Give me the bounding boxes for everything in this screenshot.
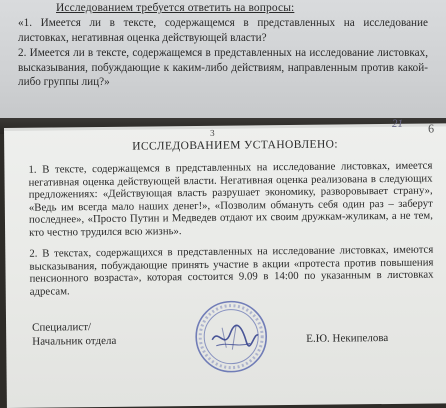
signatory-title-1: Специалист/	[32, 321, 92, 334]
findings-heading: ИССЛЕДОВАНИЕМ УСТАНОВЛЕНО:	[132, 138, 339, 153]
previous-page	[0, 0, 446, 122]
questions-heading: Исследованием требуется ответить на вопросы:	[56, 2, 295, 14]
page-number: 3	[210, 127, 215, 138]
handwritten-page-number: 6	[427, 121, 435, 136]
question-2: 2. Имеется ли в тексте, содержащемся в представленных на исследование листовках, высказывания, побуждающие к каким-либо действиям, направленным против какой-либо группы лиц?»	[18, 47, 428, 88]
finding-2: 2. В текстах, содержащихся в представленных на исследование листовках, имеются высказывания, побуждающие принять участие в акции «протеста против повышения пенсионного возраста», которая состоится 9.09 в 14:00 по указанным в листовках адресам.	[29, 243, 434, 298]
finding-1: 1. В тексте, содержащемся в представленных на исследование листовках, имеется негативная оценка действующей власти. Негативная оценка реализована в следующих предложениях: «Действующая власть разрушает экономику, разворовывает страну», «Ведь им всегда мало наших денег!», «Позволим обмануть себя один раз – заберут последнее», «Просто Путин и Медведев отдают их своим дружкам-жуликам, а не тем, кто честно трудился всю жизнь».	[28, 159, 434, 239]
signatory-name: Е.Ю. Некипелова	[306, 331, 389, 345]
question-1: «1. Имеется ли в тексте, содержащемся в представленных на исследование листовках, негативная оценка действующей власти?	[18, 17, 428, 44]
signatory-title-2: Начальник отдела	[32, 334, 117, 348]
handwritten-mark: 21	[391, 117, 404, 130]
official-stamp-icon	[192, 297, 271, 376]
document-page	[4, 117, 446, 408]
